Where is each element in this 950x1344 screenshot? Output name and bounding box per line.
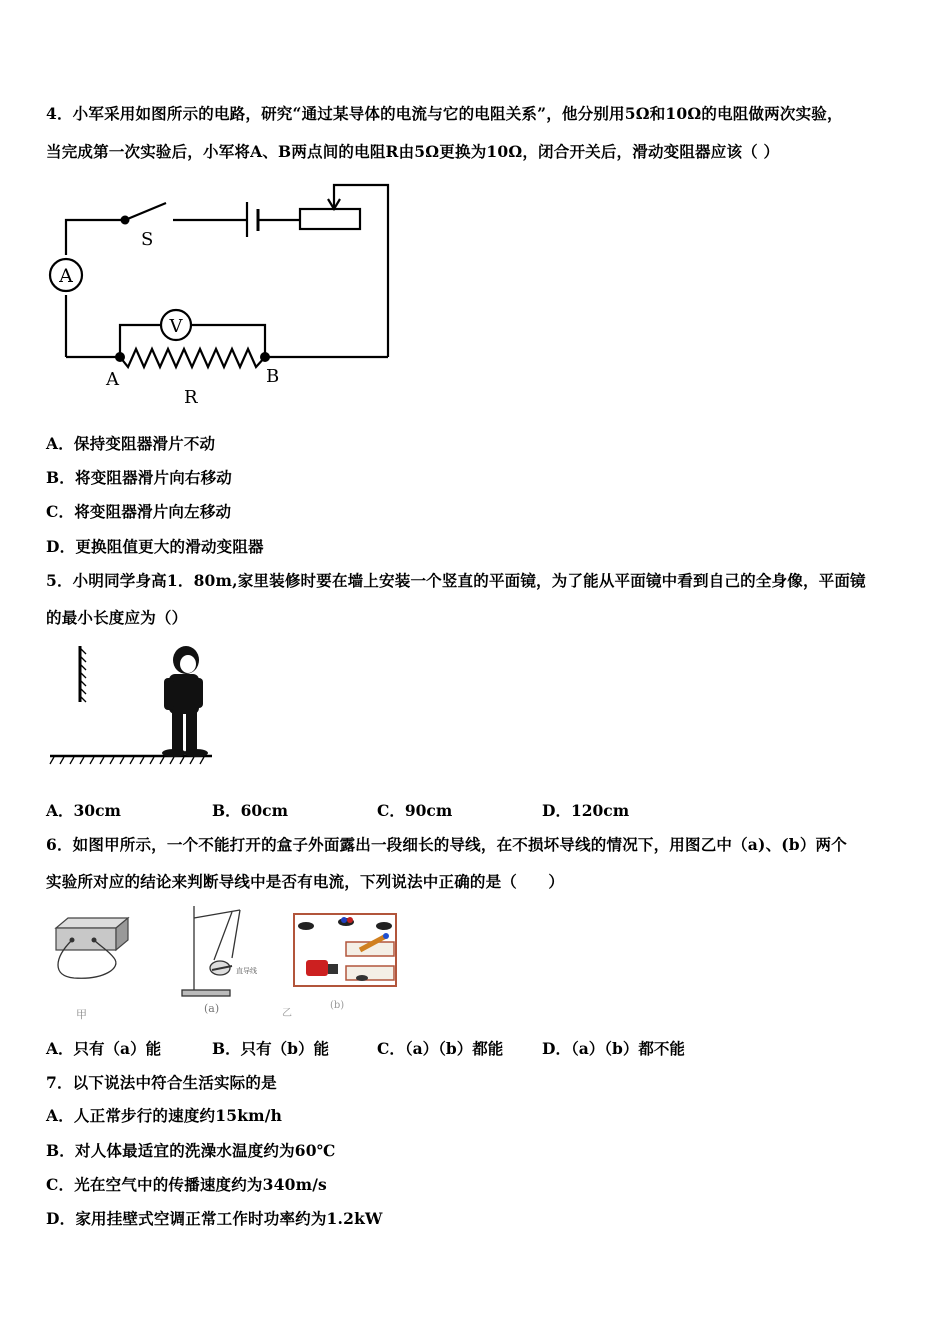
switch-label: S <box>141 229 154 250</box>
fig-b-label: (b) <box>330 1000 345 1011</box>
q5-stem-line2: 的最小长度应为（） <box>46 608 188 627</box>
q5-option-d[interactable]: D．120cm <box>542 801 630 820</box>
q5-option-a[interactable]: A．30cm <box>46 801 121 820</box>
fig-a-label: (a) <box>204 1002 220 1015</box>
q5-option-c[interactable]: C．90cm <box>377 801 453 820</box>
fig-jia-label: 甲 <box>76 1008 87 1021</box>
q7-option-d[interactable]: D．家用挂壁式空调正常工作时功率约为1.2kW <box>46 1209 383 1228</box>
circuit-board-icon <box>294 914 396 986</box>
point-b-dot <box>260 352 270 362</box>
q5-stem-line1: 5．小明同学身高1．80m,家里装修时要在墙上安装一个竖直的平面镜，为了能从平面镜中看到自己的全身像，平面镜 <box>46 571 866 590</box>
q4-option-c[interactable]: C．将变阻器滑片向左移动 <box>46 502 232 521</box>
point-a-dot <box>115 352 125 362</box>
q6-option-b[interactable]: B．只有（b）能 <box>212 1039 329 1058</box>
rheostat-body <box>300 209 360 229</box>
q4-stem-line1: 4．小军采用如图所示的电路，研究“通过某导体的电流与它的电阻关系”，他分别用5Ω和10Ω的电阻做两次实验， <box>46 104 843 123</box>
q5-option-b[interactable]: B．60cm <box>212 801 289 820</box>
q7-option-c[interactable]: C．光在空气中的传播速度约为340m/s <box>46 1175 327 1194</box>
q7-option-a[interactable]: A．人正常步行的速度约15km/h <box>46 1106 283 1125</box>
compass-stand-icon <box>182 906 240 996</box>
resistor-label: R <box>184 387 198 408</box>
switch-pivot-dot <box>121 216 130 225</box>
wire-label: 直导线 <box>236 967 257 975</box>
q7-stem: 7．以下说法中符合生活实际的是 <box>46 1073 277 1092</box>
sealed-box-icon <box>56 918 128 978</box>
q4-option-d[interactable]: D．更换阻值更大的滑动变阻器 <box>46 537 264 556</box>
q5-mirror-figure <box>46 640 221 770</box>
ammeter-label: A <box>59 265 73 287</box>
q4-circuit-diagram <box>40 175 400 410</box>
resistor-R <box>120 349 265 367</box>
q6-figure <box>44 898 404 1023</box>
q4-stem-line2: 当完成第一次实验后，小军将A、B两点间的电阻R由5Ω更换为10Ω，闭合开关后，滑动变阻器应该（ ） <box>46 142 780 161</box>
q6-stem-line1: 6．如图甲所示，一个不能打开的盒子外面露出一段细长的导线，在不损坏导线的情况下，用图乙中（a)、(b）两个 <box>46 835 847 854</box>
voltmeter-label: V <box>169 316 183 337</box>
q6-option-c[interactable]: C．（a）（b）都能 <box>377 1039 504 1058</box>
wire-top-left <box>66 220 125 255</box>
q6-option-d[interactable]: D．（a）（b）都不能 <box>542 1039 685 1058</box>
point-b-label: B <box>266 366 280 387</box>
q6-option-a[interactable]: A．只有（a）能 <box>46 1039 162 1058</box>
person-icon <box>162 646 208 757</box>
q4-option-b[interactable]: B．将变阻器滑片向右移动 <box>46 468 233 487</box>
q7-option-b[interactable]: B．对人体最适宜的洗澡水温度约为60℃ <box>46 1141 336 1160</box>
q4-option-a[interactable]: A．保持变阻器滑片不动 <box>46 434 216 453</box>
point-a-label: A <box>106 369 119 390</box>
fig-yi-label: 乙 <box>282 1008 292 1019</box>
q6-stem-line2: 实验所对应的结论来判断导线中是否有电流，下列说法中正确的是（ ） <box>46 872 565 891</box>
switch-blade <box>125 203 166 220</box>
